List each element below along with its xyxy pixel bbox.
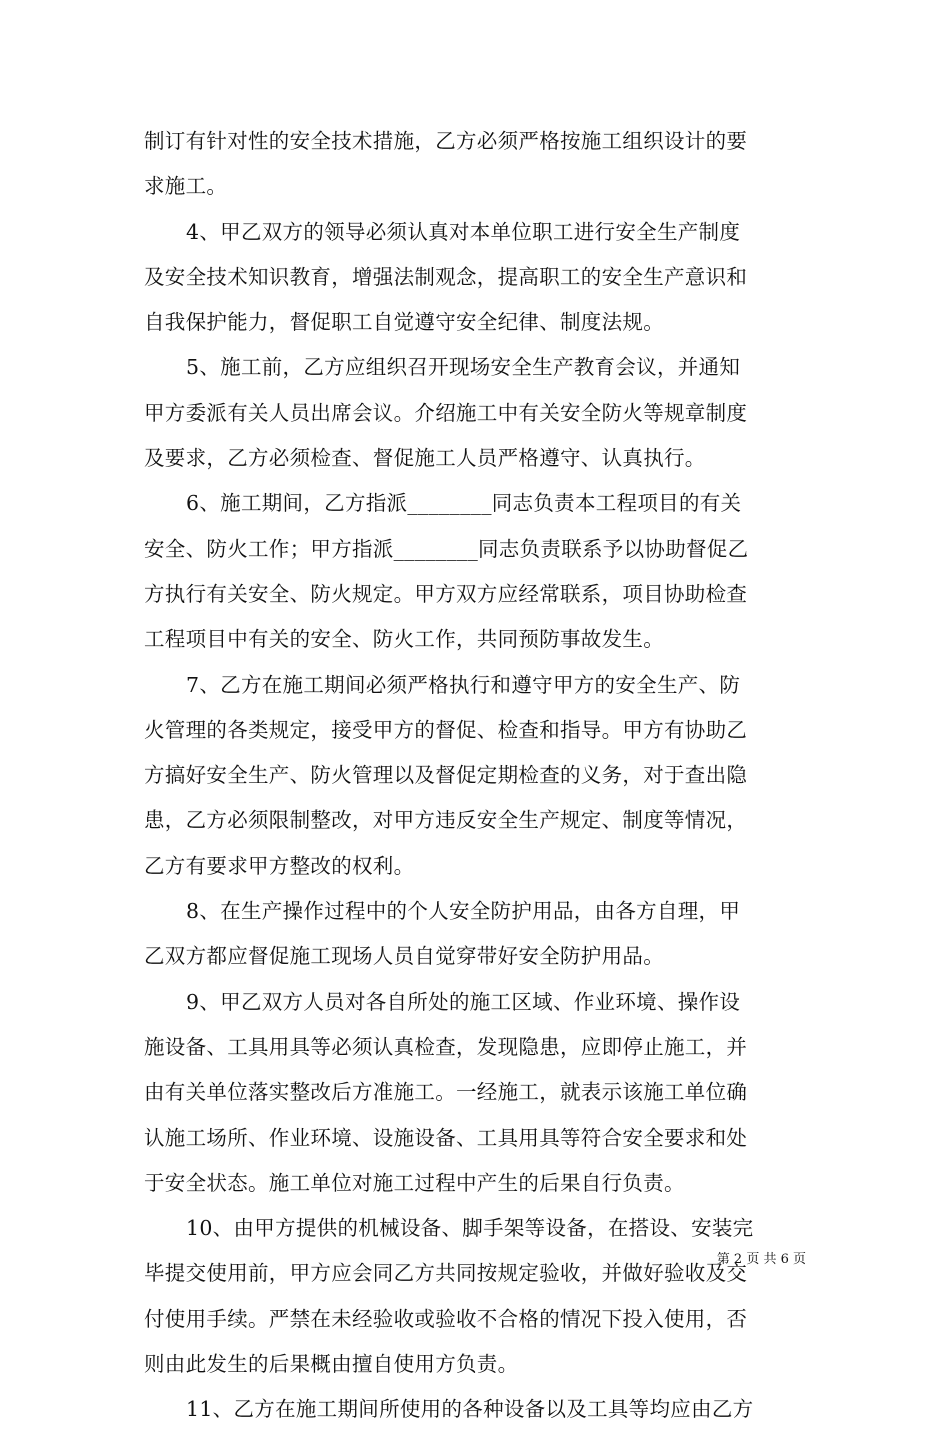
text-line: 乙方有要求甲方整改的权利。 (144, 853, 415, 878)
text-line: 6、施工期间，乙方指派________同志负责本工程项目的有关 (186, 491, 742, 516)
text-line: 11、乙方在施工期间所使用的各种设备以及工具等均应由乙方 (186, 1397, 754, 1422)
text-line: 工程项目中有关的安全、防火工作，共同预防事故发生。 (144, 627, 664, 652)
paragraph (144, 980, 808, 1206)
paragraph (144, 210, 808, 346)
text-line: 安全、防火工作；甲方指派________同志负责联系予以协助督促乙 (144, 536, 749, 561)
text-line: 患，乙方必须限制整改，对甲方违反安全生产规定、制度等情况， (144, 808, 748, 833)
text-line: 于安全状态。施工单位对施工过程中产生的后果自行负责。 (144, 1170, 685, 1195)
text-line: 5、施工前，乙方应组织召开现场安全生产教育会议，并通知 (186, 355, 741, 380)
text-line: 4、甲乙双方的领导必须认真对本单位职工进行安全生产制度 (186, 219, 741, 244)
text-line: 求施工。 (144, 174, 228, 199)
text-line: 毕提交使用前，甲方应会同乙方共同按规定验收，并做好验收及交 (144, 1261, 748, 1286)
paragraph (144, 1206, 808, 1387)
text-line: 则由此发生的后果概由擅自使用方负责。 (144, 1352, 519, 1377)
paragraph (144, 889, 808, 980)
paragraph (144, 1387, 808, 1432)
text-line: 及要求，乙方必须检查、督促施工人员严格遵守、认真执行。 (144, 446, 706, 471)
text-line: 10、由甲方提供的机械设备、脚手架等设备，在搭设、安装完 (186, 1216, 754, 1241)
paragraph (144, 663, 808, 889)
text-line: 自我保护能力，督促职工自觉遵守安全纪律、制度法规。 (144, 310, 664, 335)
text-line: 8、在生产操作过程中的个人安全防护用品，由各方自理，甲 (186, 899, 741, 924)
text-line: 火管理的各类规定，接受甲方的督促、检查和指导。甲方有协助乙 (144, 717, 748, 742)
text-line: 制订有针对性的安全技术措施，乙方必须严格按施工组织设计的要 (144, 129, 748, 153)
text-line: 方执行有关安全、防火规定。甲方双方应经常联系，项目协助检查 (144, 581, 748, 606)
text-line: 甲方委派有关人员出席会议。介绍施工中有关安全防火等规章制度 (144, 400, 748, 425)
document-body (144, 119, 808, 1433)
text-line: 施设备、工具用具等必须认真检查，发现隐患，应即停止施工，并 (144, 1034, 748, 1059)
text-line: 付使用手续。严禁在未经验收或验收不合格的情况下投入使用，否 (144, 1306, 748, 1331)
text-line: 由有关单位落实整改后方准施工。一经施工，就表示该施工单位确 (144, 1080, 748, 1105)
paragraph (144, 345, 808, 481)
paragraph (144, 481, 808, 662)
text-line: 乙双方都应督促施工现场人员自觉穿带好安全防护用品。 (144, 944, 664, 969)
text-line: 7、乙方在施工期间必须严格执行和遵守甲方的安全生产、防 (186, 672, 741, 697)
text-line: 及安全技术知识教育，增强法制观念，提高职工的安全生产意识和 (144, 264, 748, 289)
text-line: 认施工场所、作业环境、设施设备、工具用具等符合安全要求和处 (144, 1125, 748, 1150)
page-number: 第 2 页 共 6 页 (716, 1252, 806, 1267)
text-line: 9、甲乙双方人员对各自所处的施工区域、作业环境、操作设 (186, 989, 741, 1014)
paragraph (144, 119, 808, 210)
text-line: 方搞好安全生产、防火管理以及督促定期检查的义务，对于查出隐 (144, 763, 748, 788)
